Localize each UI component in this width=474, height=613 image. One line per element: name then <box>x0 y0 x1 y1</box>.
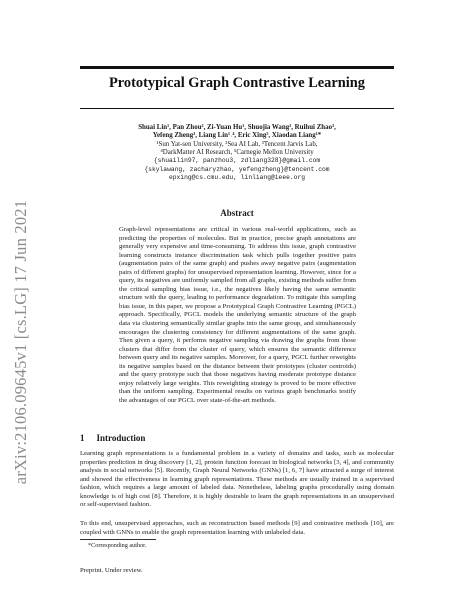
arxiv-identifier-text: arXiv:2106.09645v1 [cs.LG] 17 Jun 2021 <box>11 199 30 485</box>
paper-title: Prototypical Graph Contrastive Learning <box>109 75 365 91</box>
title-bottom-rule <box>80 108 394 109</box>
abstract-heading: Abstract <box>220 208 254 218</box>
intro-paragraph-1: Learning graph representations is a fundamental problem in a variety of domains and tasks, such as molecular properties prediction in drug discovery [1, 2], protein function forecast in biological networks [3, 4], and community analysis in social networks [5]. Recently, Graph Neural Networks (GNNs) [1, 6, 7] have attracted a surge of interest and showed the effectiveness in learning graph representations. These methods are usually trained in a supervised fashion, which requires a large amount of labeled data. Nonetheless, labeling graphs procedurally using domain knowledge is of high cost [8]. Therefore, it is highly desirable to learn the graph representations in an unsupervised or self-supervised fashion. <box>80 450 394 509</box>
section-title: Introduction <box>96 433 146 443</box>
section-number: 1 <box>80 433 85 443</box>
footnote-rule <box>80 539 156 540</box>
author-list <box>96 124 378 141</box>
author-line-2: Yefeng Zheng³, Liang Lin¹˒⁴, Eric Xing⁵, Xiaodan Liang¹* <box>152 132 322 140</box>
affiliation-line-1: ¹Sun Yat-sen University, ²Sea AI Lab, ³Tencent Jarvis Lab, <box>156 141 318 148</box>
email-line-1: {shuailin97, panzhou3, zdliang328}@gmail.com <box>153 157 321 165</box>
affiliation-line-2: ⁴DarkMatter AI Research, ⁵Carnegie Mellon University <box>160 149 314 157</box>
section-heading-introduction <box>80 433 145 443</box>
email-line-2: {skylawang, zacharyzhao, yefengzheng}@tencent.com <box>144 165 330 173</box>
abstract-body: Graph-level representations are critical in various real-world applications, such as predicting the properties of molecules. But in practice, precise graph annotations are generally very expensive and time-consuming. To address this issue, graph contrastive learning constructs instance discrimination task which pulls together positive pairs (augmentation pairs of the same graph) and pushes away negative pairs (augmentation pairs of different graphs) for unsupervised representation learning. However, since for a query, its negatives are uniformly sampled from all graphs, existing methods suffer from the critical sampling bias issue, i.e., the negatives likely having the same semantic structure with the query, leading to performance degradation. To mitigate this sampling bias issue, in this paper, we propose a Prototypical Graph Contrastive Learning (PGCL) approach. Specifically, PGCL models the underlying semantic structure of the graph data via clustering semantically similar graphs into the same group, and simultaneously encourages the clustering consistency for different augmentations of the same graph. Then given a query, it performs negative sampling via drawing the graphs from those clusters that differ from the cluster of query, which ensures the semantic difference between query and its negative samples. Moreover, for a query, PGCL further reweights its negative samples based on the distance between their prototypes (cluster centroids) and the query prototype such that those negatives having moderate prototype distance enjoy relatively large weights. This reweighting strategy is proved to be more effective than the uniform sampling. Experimental results on various graph benchmarks testify the advantages of our PGCL over state-of-the-art methods. <box>119 226 356 404</box>
intro-paragraph-2: To this end, unsupervised approaches, such as reconstruction based methods [9] and contrastive methods [10], are coupled with GNNs to enable the graph representation learning with unlabeled data. <box>80 520 394 536</box>
title-top-rule <box>80 66 394 69</box>
author-line-1: Shuai Lin¹, Pan Zhou², Zi-Yuan Hu¹, Shuojia Wang³, Ruihui Zhao³, <box>138 124 336 131</box>
affiliations <box>96 141 378 182</box>
email-line-3: epxing@cs.cmu.edu, linliang@ieee.org <box>168 173 306 181</box>
arxiv-identifier-stamp <box>9 152 33 532</box>
footnote: *Corresponding author. <box>88 542 147 549</box>
preprint-note: Preprint. Under review. <box>80 567 143 574</box>
